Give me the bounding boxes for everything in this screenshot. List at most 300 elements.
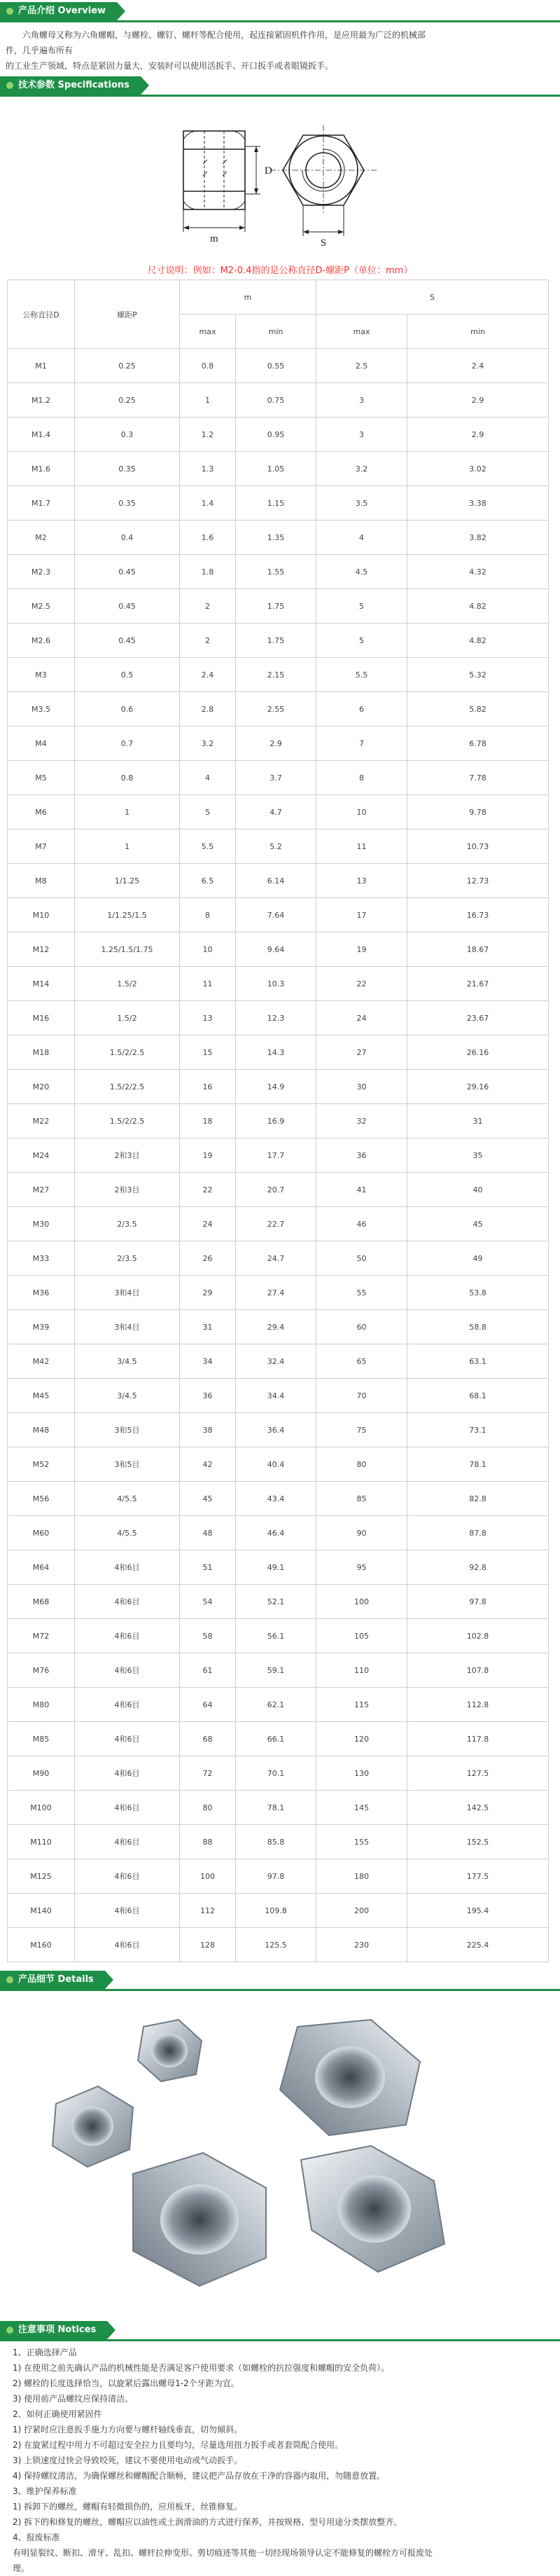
cell-m-min: 5.2: [236, 829, 316, 864]
cell-pitch: 2/3.5: [75, 1207, 180, 1241]
cell-s-min: 45: [407, 1207, 549, 1241]
cell-s-max: 3: [316, 418, 407, 452]
table-row: [8, 967, 549, 1001]
cell-diameter: M90: [8, 1756, 75, 1791]
cell-s-max: 3: [316, 383, 407, 418]
notice-line: 3) 上锁速度过快会导致咬死，建议不要使用电动或气动扳手。: [13, 2456, 243, 2465]
cell-diameter: M60: [8, 1516, 75, 1550]
cell-pitch: 0.45: [75, 555, 180, 589]
cell-s-max: 22: [316, 967, 407, 1001]
table-row: [8, 349, 549, 383]
cell-diameter: M16: [8, 1001, 75, 1035]
cell-m-max: 1.2: [180, 418, 236, 452]
cell-m-min: 10.3: [236, 967, 316, 1001]
cell-diameter: M48: [8, 1413, 75, 1447]
cell-pitch: 4和6目: [75, 1619, 180, 1653]
cell-m-max: 72: [180, 1756, 236, 1791]
cell-s-min: 87.8: [407, 1516, 549, 1550]
cell-pitch: 2/3.5: [75, 1241, 180, 1276]
cell-s-max: 65: [316, 1344, 407, 1379]
table-row: [8, 486, 549, 521]
table-row: [8, 829, 549, 864]
cell-m-max: 34: [180, 1344, 236, 1379]
cell-m-min: 0.75: [236, 383, 316, 418]
col-header-pitch: 螺距P: [75, 280, 180, 349]
cell-diameter: M5: [8, 761, 75, 795]
table-row: [8, 1413, 549, 1447]
cell-s-min: 152.5: [407, 1825, 549, 1859]
cell-s-max: 27: [316, 1035, 407, 1070]
notice-line: 3、维护保养标准: [13, 2486, 77, 2496]
cell-s-max: 13: [316, 864, 407, 898]
table-row: [8, 1447, 549, 1482]
cell-m-min: 4.7: [236, 795, 316, 829]
cell-s-min: 2.9: [407, 383, 549, 418]
cell-pitch: 0.3: [75, 418, 180, 452]
notices-list: [0, 2342, 560, 2576]
cell-s-min: 177.5: [407, 1859, 549, 1894]
cell-s-min: 92.8: [407, 1550, 549, 1585]
cell-diameter: M2.3: [8, 555, 75, 589]
details-section-header: [0, 1971, 560, 1992]
cell-m-max: 61: [180, 1653, 236, 1688]
page: [0, 2, 560, 2573]
col-header-diameter: 公称直径D: [8, 280, 75, 349]
table-row: [8, 1035, 549, 1070]
nut-5: [301, 2146, 444, 2272]
overview-line-1: 六角螺母又称为六角螺帽，与螺栓、螺钉、螺杆等配合使用，起连接紧固机件作用，是应用最为广泛的机械部: [22, 30, 426, 40]
cell-s-max: 24: [316, 1001, 407, 1035]
cell-s-max: 10: [316, 795, 407, 829]
cell-m-min: 109.8: [236, 1894, 316, 1928]
cell-s-max: 75: [316, 1413, 407, 1447]
cell-m-max: 3.2: [180, 726, 236, 761]
cell-m-max: 45: [180, 1482, 236, 1516]
cell-m-min: 2.9: [236, 726, 316, 761]
cell-s-min: 117.8: [407, 1722, 549, 1756]
cell-m-min: 22.7: [236, 1207, 316, 1241]
cell-s-max: 4: [316, 521, 407, 555]
nut-2: [280, 2020, 420, 2135]
cell-pitch: 4和6目: [75, 1928, 180, 1962]
cell-s-max: 130: [316, 1756, 407, 1791]
cell-s-min: 6.78: [407, 726, 549, 761]
cell-s-max: 4.5: [316, 555, 407, 589]
table-row: [8, 1653, 549, 1688]
cell-diameter: M1.2: [8, 383, 75, 418]
cell-pitch: 3/4.5: [75, 1344, 180, 1379]
cell-s-max: 60: [316, 1310, 407, 1344]
table-row: [8, 624, 549, 658]
cell-m-min: 0.95: [236, 418, 316, 452]
cell-pitch: 4和6目: [75, 1894, 180, 1928]
table-row: [8, 658, 549, 692]
cell-m-min: 27.4: [236, 1276, 316, 1310]
table-row: [8, 1722, 549, 1756]
cell-pitch: 0.4: [75, 521, 180, 555]
cell-s-min: 29.16: [407, 1070, 549, 1104]
cell-m-min: 1.05: [236, 452, 316, 486]
cell-diameter: M42: [8, 1344, 75, 1379]
cell-s-max: 50: [316, 1241, 407, 1276]
cell-pitch: 0.45: [75, 589, 180, 624]
cell-s-min: 78.1: [407, 1447, 549, 1482]
cell-s-min: 9.78: [407, 795, 549, 829]
cell-pitch: 4和6目: [75, 1585, 180, 1619]
cell-diameter: M2.6: [8, 624, 75, 658]
notice-line: 理。: [13, 2563, 30, 2573]
cell-s-max: 36: [316, 1138, 407, 1173]
table-row: [8, 864, 549, 898]
notice-line: 有明显裂纹、断扣、滑牙、乱扣、螺杆拉伸变形、剪切痕迹等其他一切经现场领导认定不能修复的螺栓方可报废处: [13, 2548, 433, 2558]
cell-m-max: 38: [180, 1413, 236, 1447]
cell-s-min: 26.16: [407, 1035, 549, 1070]
cell-m-max: 2: [180, 624, 236, 658]
notice-line: 4、报废标准: [13, 2533, 60, 2542]
cell-s-max: 90: [316, 1516, 407, 1550]
cell-pitch: 4和6目: [75, 1722, 180, 1756]
cell-pitch: 3和5目: [75, 1447, 180, 1482]
table-row: [8, 1516, 549, 1550]
cell-m-max: 16: [180, 1070, 236, 1104]
cell-s-max: 46: [316, 1207, 407, 1241]
cell-m-max: 5.5: [180, 829, 236, 864]
cell-s-max: 85: [316, 1482, 407, 1516]
table-row: [8, 1825, 549, 1859]
cell-m-min: 52.1: [236, 1585, 316, 1619]
notice-line: 2) 拆下的和修复的螺丝，螺帽应以油性或土润滑油的方式进行保养，并按规格、型号用途分类摆放整齐。: [13, 2517, 402, 2527]
cell-diameter: M76: [8, 1653, 75, 1688]
cell-diameter: M39: [8, 1310, 75, 1344]
cell-pitch: 2和3目: [75, 1138, 180, 1173]
cell-s-max: 95: [316, 1550, 407, 1585]
cell-s-min: 3.82: [407, 521, 549, 555]
cell-m-min: 125.5: [236, 1928, 316, 1962]
section-underline: [0, 20, 560, 22]
cell-m-min: 9.64: [236, 932, 316, 967]
table-row: [8, 795, 549, 829]
col-header-m-min: min: [236, 315, 316, 349]
col-header-s-min: min: [407, 315, 549, 349]
overview-text: [0, 23, 560, 76]
cell-pitch: 0.45: [75, 624, 180, 658]
table-row: [8, 1173, 549, 1207]
cell-m-max: 18: [180, 1104, 236, 1138]
cell-s-max: 5.5: [316, 658, 407, 692]
table-row: [8, 452, 549, 486]
table-row: [8, 418, 549, 452]
cell-s-min: 97.8: [407, 1585, 549, 1619]
cell-m-min: 97.8: [236, 1859, 316, 1894]
cell-pitch: 4和6目: [75, 1791, 180, 1825]
cell-pitch: 1.5/2/2.5: [75, 1035, 180, 1070]
cell-diameter: M8: [8, 864, 75, 898]
cell-diameter: M24: [8, 1138, 75, 1173]
cell-m-max: 51: [180, 1550, 236, 1585]
cell-m-max: 22: [180, 1173, 236, 1207]
table-row: [8, 1310, 549, 1344]
cell-diameter: M12: [8, 932, 75, 967]
cell-m-max: 4: [180, 761, 236, 795]
cell-m-min: 66.1: [236, 1722, 316, 1756]
cell-s-min: 127.5: [407, 1756, 549, 1791]
cell-s-max: 115: [316, 1688, 407, 1722]
col-header-s-max: max: [316, 315, 407, 349]
table-row: [8, 1001, 549, 1035]
cell-s-min: 225.4: [407, 1928, 549, 1962]
overview-line-3: 的工业生产领域，特点是紧固力量大，安装时可以使用活扳手、开口扳手或者眼镜扳手。: [6, 61, 334, 71]
notice-line: 1) 在使用之前先确认产品的机械性能是否满足客户使用要求（如螺栓的抗拉强度和螺帽的安全负荷）。: [13, 2363, 390, 2373]
cell-s-min: 5.32: [407, 658, 549, 692]
cell-diameter: M30: [8, 1207, 75, 1241]
cell-s-max: 11: [316, 829, 407, 864]
overview-section-header: [0, 2, 560, 23]
cell-s-min: 3.02: [407, 452, 549, 486]
cell-s-max: 70: [316, 1379, 407, 1413]
cell-m-max: 1.8: [180, 555, 236, 589]
cell-s-min: 21.67: [407, 967, 549, 1001]
table-row: [8, 1791, 549, 1825]
cell-s-min: 18.67: [407, 932, 549, 967]
cell-s-min: 4.32: [407, 555, 549, 589]
cell-s-max: 230: [316, 1928, 407, 1962]
cell-diameter: M125: [8, 1859, 75, 1894]
table-row: [8, 1550, 549, 1585]
cell-diameter: M6: [8, 795, 75, 829]
cell-diameter: M100: [8, 1791, 75, 1825]
table-row: [8, 898, 549, 932]
cell-diameter: M20: [8, 1070, 75, 1104]
cell-m-max: 128: [180, 1928, 236, 1962]
cell-pitch: 0.8: [75, 761, 180, 795]
cell-diameter: M14: [8, 967, 75, 1001]
col-header-m-max: max: [180, 315, 236, 349]
cell-m-min: 16.9: [236, 1104, 316, 1138]
nut-side-view: [183, 131, 260, 232]
cell-s-min: 4.82: [407, 624, 549, 658]
cell-diameter: M110: [8, 1825, 75, 1859]
cell-m-min: 0.55: [236, 349, 316, 383]
cell-pitch: 4和6目: [75, 1550, 180, 1585]
table-row: [8, 383, 549, 418]
cell-m-min: 43.4: [236, 1482, 316, 1516]
cell-s-max: 5: [316, 624, 407, 658]
section-underline: [0, 95, 560, 97]
cell-m-min: 32.4: [236, 1344, 316, 1379]
cell-m-max: 24: [180, 1207, 236, 1241]
cell-pitch: 4/5.5: [75, 1516, 180, 1550]
cell-s-min: 102.8: [407, 1619, 549, 1653]
cell-s-max: 155: [316, 1825, 407, 1859]
notice-line: 4) 保持螺纹清洁，为确保螺丝和螺帽配合顺畅，建议把产品存放在干净的容器内取用，勿随意放置。: [13, 2471, 386, 2481]
cell-m-min: 17.7: [236, 1138, 316, 1173]
cell-pitch: 1/1.25/1.5: [75, 898, 180, 932]
nut-photo: [0, 1992, 560, 2321]
cell-pitch: 1.5/2/2.5: [75, 1070, 180, 1104]
cell-m-min: 14.3: [236, 1035, 316, 1070]
cell-pitch: 1.5/2: [75, 967, 180, 1001]
cell-m-max: 1.3: [180, 452, 236, 486]
cell-m-min: 49.1: [236, 1550, 316, 1585]
cell-diameter: M33: [8, 1241, 75, 1276]
notices-title: 注意事项 Notices: [0, 2321, 107, 2339]
cell-m-min: 12.3: [236, 1001, 316, 1035]
cell-pitch: 4/5.5: [75, 1482, 180, 1516]
cell-m-min: 34.4: [236, 1379, 316, 1413]
cell-m-max: 31: [180, 1310, 236, 1344]
cell-m-min: 70.1: [236, 1756, 316, 1791]
table-row: [8, 1241, 549, 1276]
cell-m-min: 24.7: [236, 1241, 316, 1276]
cell-m-max: 68: [180, 1722, 236, 1756]
notice-line: 1) 拆卸下的螺丝，螺帽有轻微损伤的，应用板牙，丝锥修复。: [13, 2502, 243, 2512]
cell-diameter: M52: [8, 1447, 75, 1482]
table-row: [8, 1619, 549, 1653]
table-row: [8, 1688, 549, 1722]
cell-pitch: 0.35: [75, 486, 180, 521]
cell-m-max: 2.4: [180, 658, 236, 692]
cell-s-min: 5.82: [407, 692, 549, 726]
cell-s-max: 2.5: [316, 349, 407, 383]
cell-s-min: 16.73: [407, 898, 549, 932]
cell-diameter: M1.4: [8, 418, 75, 452]
cell-diameter: M45: [8, 1379, 75, 1413]
cell-m-max: 26: [180, 1241, 236, 1276]
cell-diameter: M68: [8, 1585, 75, 1619]
cell-diameter: M160: [8, 1928, 75, 1962]
overview-title: 产品介绍 Overview: [0, 2, 117, 20]
cell-s-min: 10.73: [407, 829, 549, 864]
cell-m-min: 1.75: [236, 624, 316, 658]
cell-m-max: 6.5: [180, 864, 236, 898]
table-row: [8, 1344, 549, 1379]
cell-pitch: 0.6: [75, 692, 180, 726]
cell-m-min: 2.15: [236, 658, 316, 692]
table-row: [8, 1756, 549, 1791]
cell-s-min: 3.38: [407, 486, 549, 521]
cell-m-max: 48: [180, 1516, 236, 1550]
cell-diameter: M72: [8, 1619, 75, 1653]
cell-diameter: M85: [8, 1722, 75, 1756]
cell-diameter: M4: [8, 726, 75, 761]
cell-m-min: 29.4: [236, 1310, 316, 1344]
size-note: 尺寸说明：例如：M2-0.4指的是公称直径D-螺距P（单位：mm）: [147, 266, 413, 276]
cell-pitch: 0.25: [75, 349, 180, 383]
cell-pitch: 0.5: [75, 658, 180, 692]
cell-pitch: 1.5/2: [75, 1001, 180, 1035]
cell-s-max: 200: [316, 1894, 407, 1928]
cell-diameter: M140: [8, 1894, 75, 1928]
cell-s-max: 120: [316, 1722, 407, 1756]
cell-diameter: M56: [8, 1482, 75, 1516]
cell-s-max: 100: [316, 1585, 407, 1619]
table-row: [8, 726, 549, 761]
table-row: [8, 1482, 549, 1516]
cell-s-min: 73.1: [407, 1413, 549, 1447]
specs-title: 技术参数 Specifications: [0, 76, 141, 95]
cell-m-min: 85.8: [236, 1825, 316, 1859]
cell-m-max: 1: [180, 383, 236, 418]
cell-m-min: 40.4: [236, 1447, 316, 1482]
cell-m-max: 8: [180, 898, 236, 932]
section-underline: [0, 1989, 560, 1991]
cell-m-max: 112: [180, 1894, 236, 1928]
cell-s-min: 58.8: [407, 1310, 549, 1344]
cell-s-max: 110: [316, 1653, 407, 1688]
cell-s-max: 8: [316, 761, 407, 795]
cell-s-min: 2.4: [407, 349, 549, 383]
cell-m-max: 29: [180, 1276, 236, 1310]
table-row: [8, 1379, 549, 1413]
table-row: [8, 761, 549, 795]
nut-1: [138, 2020, 202, 2081]
table-row: [8, 1276, 549, 1310]
cell-pitch: 1: [75, 829, 180, 864]
cell-m-min: 78.1: [236, 1791, 316, 1825]
cell-m-max: 10: [180, 932, 236, 967]
cell-pitch: 3/4.5: [75, 1379, 180, 1413]
cell-pitch: 3和4目: [75, 1310, 180, 1344]
cell-s-min: 35: [407, 1138, 549, 1173]
cell-m-max: 1.4: [180, 486, 236, 521]
notices-section-header: [0, 2321, 560, 2342]
cell-m-max: 11: [180, 967, 236, 1001]
cell-m-max: 88: [180, 1825, 236, 1859]
notice-line: 2、如何正确使用紧固件: [13, 2409, 102, 2419]
cell-pitch: 0.35: [75, 452, 180, 486]
cell-diameter: M2: [8, 521, 75, 555]
cell-m-min: 7.64: [236, 898, 316, 932]
cell-diameter: M3: [8, 658, 75, 692]
cell-diameter: M2.5: [8, 589, 75, 624]
cell-s-min: 2.9: [407, 418, 549, 452]
cell-s-max: 80: [316, 1447, 407, 1482]
cell-s-max: 3.5: [316, 486, 407, 521]
notice-line: 2) 螺栓的长度选择恰当，以旋紧后露出螺母1-2个牙距为宜。: [13, 2378, 239, 2388]
nut-drawing-svg: [0, 97, 560, 263]
cell-m-max: 100: [180, 1859, 236, 1894]
cell-pitch: 3和5目: [75, 1413, 180, 1447]
cell-m-max: 1.6: [180, 521, 236, 555]
cell-s-min: 112.8: [407, 1688, 549, 1722]
overview-line-2: 件，几乎遍布所有: [6, 46, 74, 55]
cell-pitch: 0.25: [75, 383, 180, 418]
cell-s-max: 3.2: [316, 452, 407, 486]
cell-m-min: 14.9: [236, 1070, 316, 1104]
cell-m-min: 2.55: [236, 692, 316, 726]
cell-s-min: 53.8: [407, 1276, 549, 1310]
cell-pitch: 0.7: [75, 726, 180, 761]
cell-m-max: 42: [180, 1447, 236, 1482]
table-row: [8, 1859, 549, 1894]
cell-m-max: 0.8: [180, 349, 236, 383]
cell-diameter: M18: [8, 1035, 75, 1070]
cell-m-min: 3.7: [236, 761, 316, 795]
cell-diameter: M22: [8, 1104, 75, 1138]
cell-m-min: 20.7: [236, 1173, 316, 1207]
cell-pitch: 2和3目: [75, 1173, 180, 1207]
cell-s-max: 41: [316, 1173, 407, 1207]
cell-pitch: 4和6目: [75, 1688, 180, 1722]
cell-m-max: 19: [180, 1138, 236, 1173]
table-row: [8, 1138, 549, 1173]
cell-m-min: 36.4: [236, 1413, 316, 1447]
cell-m-max: 36: [180, 1379, 236, 1413]
notice-line: 3) 使用前产品螺纹应保持清洁。: [13, 2394, 134, 2404]
notice-line: 1) 拧紧时应注意扳手施力方向要与螺杆轴线垂直，切勿倾斜。: [13, 2425, 243, 2434]
table-row: [8, 1070, 549, 1104]
notice-line: 1、正确选择产品: [13, 2348, 77, 2357]
